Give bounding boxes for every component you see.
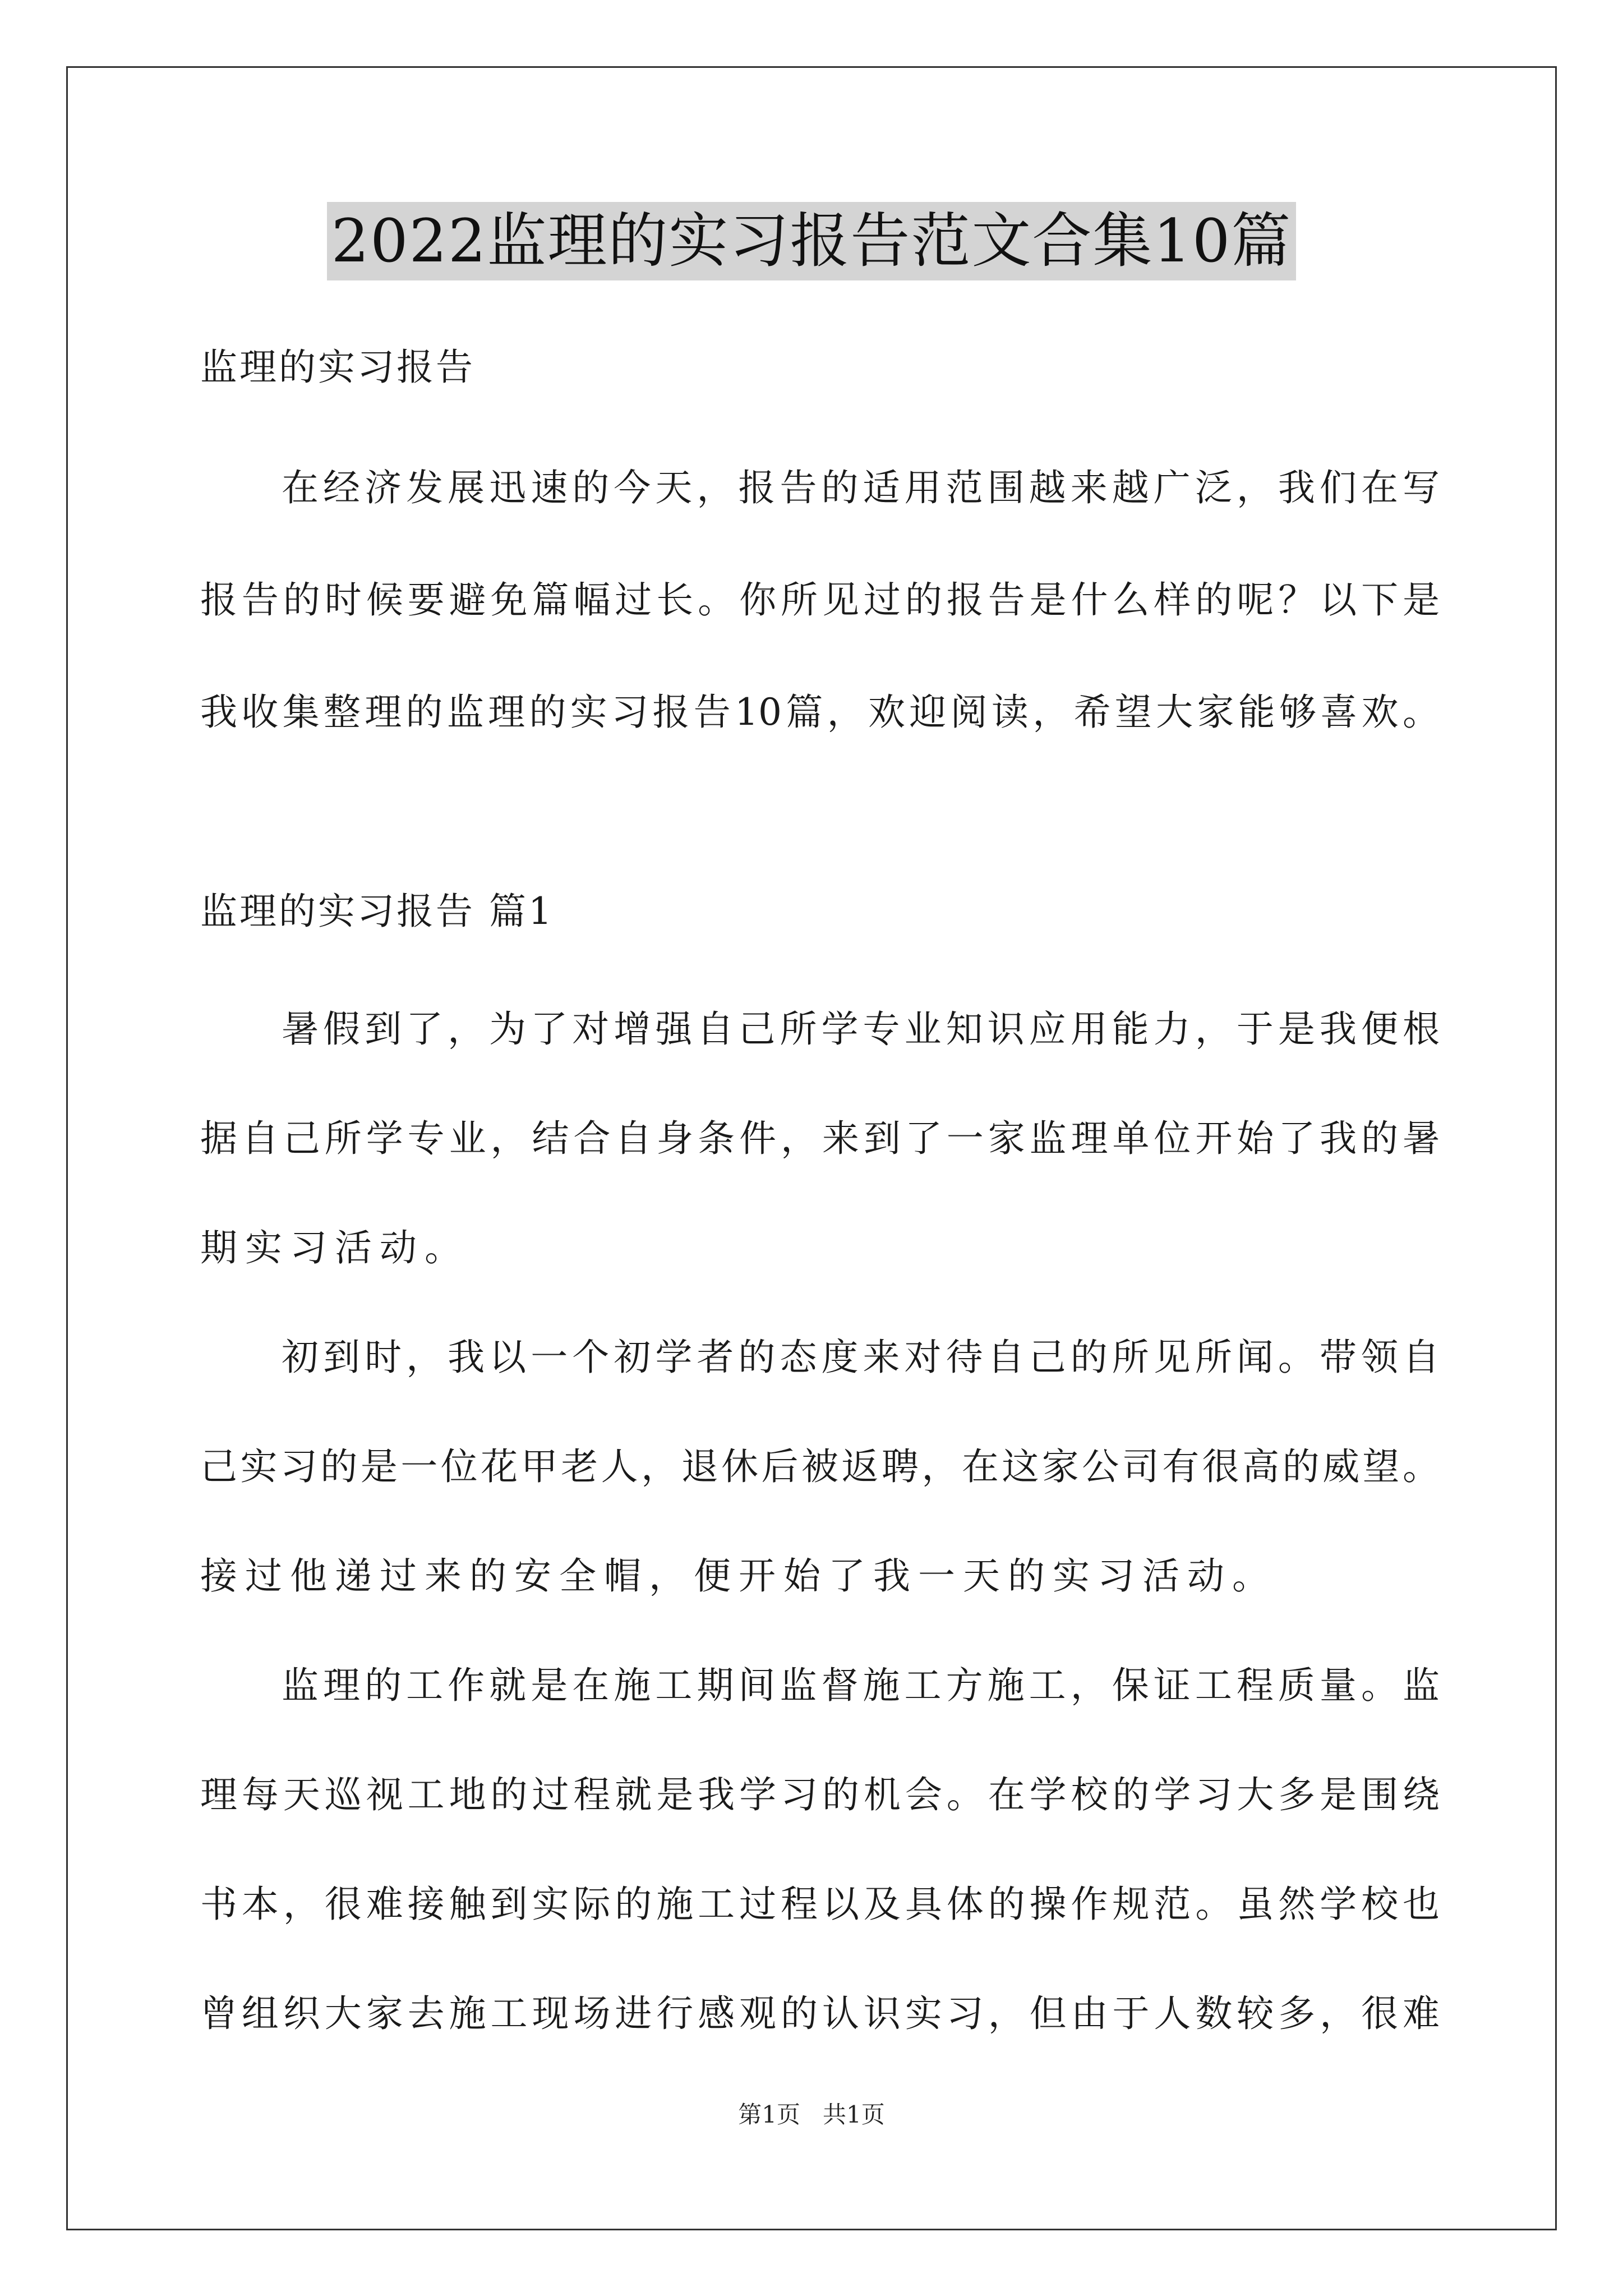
title-container — [0, 202, 1623, 280]
document-title: 2022监理的实习报告范文合集10篇 — [327, 202, 1297, 280]
page-footer — [0, 2098, 1623, 2132]
paragraph-3-line-1: 监理的工作就是在施工期间监督施工方施工，保证工程质量。监 — [282, 1664, 1440, 1707]
paragraph-2-line-1: 初到时，我以一个初学者的态度来对待自己的所见所闻。带领自 — [282, 1336, 1440, 1379]
intro-line-3: 我收集整理的监理的实习报告10篇，欢迎阅读，希望大家能够喜欢。 — [200, 691, 1440, 734]
intro-line-2: 报告的时候要避免篇幅过长。你所见过的报告是什么样的呢？以下是 — [200, 578, 1440, 622]
section-heading: 监理的实习报告 篇1 — [200, 890, 554, 933]
paragraph-1-line-3: 期实习活动。 — [200, 1226, 469, 1269]
paragraph-3-line-4: 曾组织大家去施工现场进行感观的认识实习，但由于人数较多，很难 — [200, 1992, 1440, 2035]
paragraph-1-line-2: 据自己所学专业，结合自身条件，来到了一家监理单位开始了我的暑 — [200, 1117, 1440, 1160]
paragraph-2-line-3: 接过他递过来的安全帽，便开始了我一天的实习活动。 — [200, 1554, 1277, 1598]
paragraph-3-line-2: 理每天巡视工地的过程就是我学习的机会。在学校的学习大多是围绕 — [200, 1773, 1440, 1816]
page-number: 第1页 — [738, 2101, 800, 2128]
report-heading: 监理的实习报告 — [200, 346, 475, 389]
intro-line-1: 在经济发展迅速的今天，报告的适用范围越来越广泛，我们在写 — [282, 466, 1440, 509]
paragraph-1-line-1: 暑假到了，为了对增强自己所学专业知识应用能力，于是我便根 — [282, 1007, 1440, 1051]
paragraph-2-line-2: 己实习的是一位花甲老人，退休后被返聘，在这家公司有很高的威望。 — [200, 1445, 1440, 1488]
page-total: 共1页 — [823, 2101, 885, 2128]
paragraph-3-line-3: 书本，很难接触到实际的施工过程以及具体的操作规范。虽然学校也 — [200, 1883, 1440, 1926]
